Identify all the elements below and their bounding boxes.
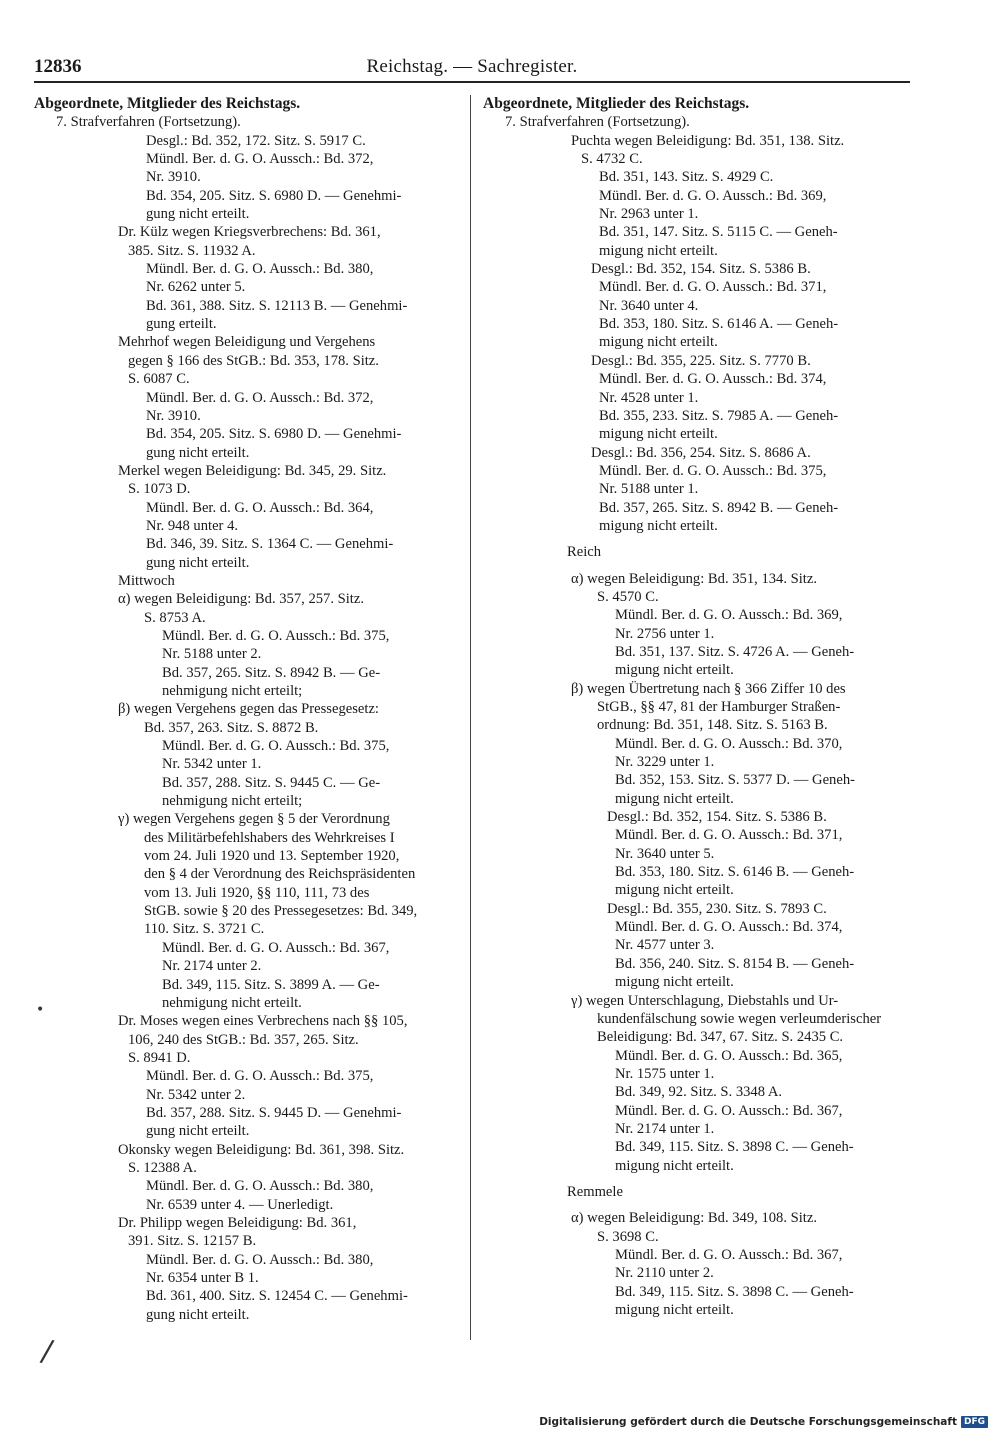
register-line: Bd. 357, 265. Sitz. S. 8942 B. — Ge- xyxy=(162,664,381,681)
register-line: migung nicht erteilt. xyxy=(615,1302,734,1318)
register-line: Bd. 357, 288. Sitz. S. 9445 C. — Ge- xyxy=(162,774,381,791)
register-line: migung nicht erteilt. xyxy=(615,1157,734,1174)
register-line: Bd. 349, 115. Sitz. S. 3898 C. — Geneh- xyxy=(615,1283,854,1300)
register-line: Mündl. Ber. d. G. O. Aussch.: Bd. 372, xyxy=(146,151,374,168)
register-line: migung nicht erteilt. xyxy=(599,334,718,351)
margin-dot: • xyxy=(36,1002,45,1018)
register-line: Nr. 948 unter 4. xyxy=(146,517,239,534)
register-line: Bd. 349, 92. Sitz. S. 3348 A. xyxy=(615,1084,783,1101)
register-line: Bd. 356, 240. Sitz. S. 8154 B. — Geneh- xyxy=(615,955,855,972)
register-line: vom 13. Juli 1920, §§ 110, 111, 73 des xyxy=(144,884,370,901)
register-line: nehmigung nicht erteilt; xyxy=(162,793,303,810)
register-line: Nr. 2174 unter 2. xyxy=(162,958,262,975)
register-line: nehmigung nicht erteilt. xyxy=(162,994,302,1011)
register-line: Nr. 2174 unter 1. xyxy=(615,1120,715,1137)
register-line: gung nicht erteilt. xyxy=(146,1306,250,1323)
register-line: Mündl. Ber. d. G. O. Aussch.: Bd. 367, xyxy=(162,939,390,956)
register-line: 110. Sitz. S. 3721 C. xyxy=(144,921,265,938)
register-line: Nr. 3640 unter 4. xyxy=(599,297,699,314)
register-line: Bd. 357, 263. Sitz. S. 8872 B. xyxy=(144,719,319,736)
register-line: Bd. 361, 400. Sitz. S. 12454 C. — Genehmi- xyxy=(146,1288,408,1305)
register-line: Desgl.: Bd. 352, 172. Sitz. S. 5917 C. xyxy=(146,132,366,149)
register-line: migung nicht erteilt. xyxy=(599,426,718,443)
register-line: γ) wegen Unterschlagung, Diebstahls und Ur- xyxy=(571,992,839,1009)
register-line: Mündl. Ber. d. G. O. Aussch.: Bd. 380, xyxy=(146,1178,374,1195)
register-line: Nr. 6354 unter B 1. xyxy=(146,1270,259,1286)
register-line: Bd. 351, 147. Sitz. S. 5115 C. — Geneh- xyxy=(599,224,838,241)
register-line: StGB., §§ 47, 81 der Hamburger Straßen- xyxy=(597,699,841,715)
register-line: Mündl. Ber. d. G. O. Aussch.: Bd. 375, xyxy=(146,1068,374,1085)
register-line: S. 6087 C. xyxy=(128,371,190,388)
register-line: α) wegen Beleidigung: Bd. 349, 108. Sitz. xyxy=(571,1210,817,1227)
register-line: Nr. 6539 unter 4. — Unerledigt. xyxy=(146,1196,334,1213)
section-heading: Abgeordnete, Mitglieder des Reichstags. xyxy=(34,95,301,112)
register-line: S. 8753 A. xyxy=(144,609,206,626)
register-line: Remmele xyxy=(567,1183,623,1200)
column-divider xyxy=(470,95,471,1340)
register-line: gung erteilt. xyxy=(146,316,217,333)
register-line: kundenfälschung sowie wegen verleumderischer xyxy=(597,1010,882,1027)
register-line: gung nicht erteilt. xyxy=(146,554,250,571)
register-line: Merkel wegen Beleidigung: Bd. 345, 29. Sitz. xyxy=(118,462,387,479)
register-line: gung nicht erteilt. xyxy=(146,206,250,223)
register-line: Mündl. Ber. d. G. O. Aussch.: Bd. 367, xyxy=(615,1102,843,1119)
register-line: gung nicht erteilt. xyxy=(146,444,250,461)
register-line: migung nicht erteilt. xyxy=(615,974,734,991)
register-line: Nr. 3910. xyxy=(146,169,201,186)
register-line: Mündl. Ber. d. G. O. Aussch.: Bd. 375, xyxy=(162,627,390,644)
register-line: Nr. 5188 unter 2. xyxy=(162,646,262,663)
register-line: Bd. 352, 153. Sitz. S. 5377 D. — Geneh- xyxy=(615,772,855,789)
register-line: gegen § 166 des StGB.: Bd. 353, 178. Sitz. xyxy=(128,352,379,369)
register-line: 106, 240 des StGB.: Bd. 357, 265. Sitz. xyxy=(128,1031,359,1048)
register-line: Dr. Philipp wegen Beleidigung: Bd. 361, xyxy=(118,1214,357,1231)
register-line: β) wegen Vergehens gegen das Pressegesetz: xyxy=(118,701,379,718)
register-line: Bd. 351, 143. Sitz. S. 4929 C. xyxy=(599,169,774,186)
register-line: Mündl. Ber. d. G. O. Aussch.: Bd. 364, xyxy=(146,499,374,516)
register-line: vom 24. Juli 1920 und 13. September 1920, xyxy=(144,848,400,865)
register-line: Bd. 361, 388. Sitz. S. 12113 B. — Genehmi- xyxy=(146,297,408,314)
register-line: Mündl. Ber. d. G. O. Aussch.: Bd. 375, xyxy=(599,462,827,479)
spacer xyxy=(483,1175,911,1183)
register-line: Nr. 3640 unter 5. xyxy=(615,845,715,862)
register-line: γ) wegen Vergehens gegen § 5 der Verordnung xyxy=(118,811,390,828)
margin-stroke: / xyxy=(38,1333,56,1370)
register-line: Desgl.: Bd. 356, 254. Sitz. S. 8686 A. xyxy=(591,444,811,461)
register-line: Mündl. Ber. d. G. O. Aussch.: Bd. 372, xyxy=(146,389,374,406)
register-line: S. 3698 C. xyxy=(597,1228,659,1245)
register-line: Bd. 349, 115. Sitz. S. 3899 A. — Ge- xyxy=(162,976,380,993)
register-line: Mündl. Ber. d. G. O. Aussch.: Bd. 365, xyxy=(615,1047,843,1064)
register-line: S. 4732 C. xyxy=(581,151,643,168)
left-column xyxy=(34,95,462,1345)
register-line: Bd. 351, 137. Sitz. S. 4726 A. — Geneh- xyxy=(615,643,855,660)
register-line: Nr. 1575 unter 1. xyxy=(615,1065,715,1082)
running-title: Reichstag. — Sachregister. xyxy=(366,56,578,77)
register-line: Desgl.: Bd. 352, 154. Sitz. S. 5386 B. xyxy=(607,809,827,826)
register-line: Bd. 357, 288. Sitz. S. 9445 D. — Genehmi- xyxy=(146,1104,402,1121)
register-line: Bd. 354, 205. Sitz. S. 6980 D. — Genehmi- xyxy=(146,426,402,443)
register-line: Mündl. Ber. d. G. O. Aussch.: Bd. 380, xyxy=(146,261,374,278)
register-line: Desgl.: Bd. 355, 230. Sitz. S. 7893 C. xyxy=(607,900,827,917)
register-line: Nr. 2110 unter 2. xyxy=(615,1265,714,1282)
register-line: Mittwoch xyxy=(118,572,175,589)
register-line: migung nicht erteilt. xyxy=(615,662,734,679)
register-line: Mündl. Ber. d. G. O. Aussch.: Bd. 374, xyxy=(599,371,827,388)
register-line: des Militärbefehlshabers des Wehrkreises I xyxy=(144,829,395,846)
register-line: Mündl. Ber. d. G. O. Aussch.: Bd. 371, xyxy=(599,279,827,296)
spacer xyxy=(483,1201,911,1209)
register-line: Nr. 3229 unter 1. xyxy=(615,754,715,771)
footer-text: Digitalisierung gefördert durch die Deutsche Forschungsgemeinschaft xyxy=(539,1416,957,1428)
register-line: Dr. Moses wegen eines Verbrechens nach §§ 105, xyxy=(118,1013,408,1030)
dfg-logo: DFG xyxy=(961,1416,988,1428)
section-heading: Abgeordnete, Mitglieder des Reichstags. xyxy=(483,95,750,112)
register-line: Nr. 5342 unter 2. xyxy=(146,1086,246,1103)
register-line: Bd. 355, 233. Sitz. S. 7985 A. — Geneh- xyxy=(599,407,839,424)
register-line: migung nicht erteilt. xyxy=(599,242,718,259)
register-line: β) wegen Übertretung nach § 366 Ziffer 10 des xyxy=(571,680,846,697)
footer xyxy=(539,1416,988,1428)
register-line: StGB. sowie § 20 des Pressegesetzes: Bd. 349, xyxy=(144,903,418,920)
register-line: Puchta wegen Beleidigung: Bd. 351, 138. Sitz. xyxy=(571,132,845,149)
register-line: migung nicht erteilt. xyxy=(615,790,734,807)
register-line: Mündl. Ber. d. G. O. Aussch.: Bd. 370, xyxy=(615,735,843,752)
register-line: α) wegen Beleidigung: Bd. 351, 134. Sitz. xyxy=(571,570,817,587)
page-number: 12836 xyxy=(34,56,82,77)
register-line: Nr. 4528 unter 1. xyxy=(599,389,699,406)
register-line: Nr. 2756 unter 1. xyxy=(615,625,715,642)
register-line: Nr. 5188 unter 1. xyxy=(599,481,699,498)
right-column xyxy=(483,95,911,1345)
register-line: Bd. 353, 180. Sitz. S. 6146 B. — Geneh- xyxy=(615,864,855,881)
register-line: Dr. Külz wegen Kriegsverbrechens: Bd. 361, xyxy=(118,224,381,241)
register-line: Bd. 353, 180. Sitz. S. 6146 A. — Geneh- xyxy=(599,316,839,333)
register-line: ordnung: Bd. 351, 148. Sitz. S. 5163 B. xyxy=(597,717,828,734)
register-line: nehmigung nicht erteilt; xyxy=(162,683,303,699)
register-line: den § 4 der Verordnung des Reichspräsidenten xyxy=(144,866,416,883)
spacer xyxy=(483,535,911,543)
register-line: Mündl. Ber. d. G. O. Aussch.: Bd. 367, xyxy=(615,1246,843,1263)
register-line: S. 4570 C. xyxy=(597,588,659,605)
register-line: Okonsky wegen Beleidigung: Bd. 361, 398. Sitz. xyxy=(118,1141,405,1158)
register-line: Nr. 2963 unter 1. xyxy=(599,206,699,223)
register-line: Mehrhof wegen Beleidigung und Vergehens xyxy=(118,334,376,351)
register-line: Mündl. Ber. d. G. O. Aussch.: Bd. 380, xyxy=(146,1251,374,1268)
register-line: Nr. 4577 unter 3. xyxy=(615,937,715,954)
register-line: S. 12388 A. xyxy=(128,1159,197,1176)
register-line: 391. Sitz. S. 12157 B. xyxy=(128,1233,257,1250)
register-line: Nr. 6262 unter 5. xyxy=(146,279,246,296)
header-rule xyxy=(34,81,910,83)
register-line: Bd. 346, 39. Sitz. S. 1364 C. — Genehmi- xyxy=(146,536,394,553)
register-line: 7. Strafverfahren (Fortsetzung). xyxy=(56,114,241,131)
register-line: migung nicht erteilt. xyxy=(599,517,718,534)
spacer xyxy=(483,562,911,570)
register-line: S. 1073 D. xyxy=(128,481,191,498)
register-line: 7. Strafverfahren (Fortsetzung). xyxy=(505,114,690,131)
register-line: Bd. 357, 265. Sitz. S. 8942 B. — Geneh- xyxy=(599,499,839,516)
register-line: Beleidigung: Bd. 347, 67. Sitz. S. 2435 C. xyxy=(597,1029,844,1046)
register-line: Mündl. Ber. d. G. O. Aussch.: Bd. 374, xyxy=(615,919,843,936)
register-line: Mündl. Ber. d. G. O. Aussch.: Bd. 369, xyxy=(615,607,843,624)
register-line: Desgl.: Bd. 352, 154. Sitz. S. 5386 B. xyxy=(591,261,811,278)
register-line: α) wegen Beleidigung: Bd. 357, 257. Sitz. xyxy=(118,591,364,608)
register-line: S. 8941 D. xyxy=(128,1049,191,1066)
register-line: Bd. 349, 115. Sitz. S. 3898 C. — Geneh- xyxy=(615,1139,854,1156)
register-line: Mündl. Ber. d. G. O. Aussch.: Bd. 375, xyxy=(162,738,390,755)
register-line: 385. Sitz. S. 11932 A. xyxy=(128,242,256,259)
register-line: migung nicht erteilt. xyxy=(615,882,734,899)
register-line: Mündl. Ber. d. G. O. Aussch.: Bd. 369, xyxy=(599,187,827,204)
register-line: Bd. 354, 205. Sitz. S. 6980 D. — Genehmi- xyxy=(146,187,402,204)
register-line: Nr. 5342 unter 1. xyxy=(162,756,262,773)
register-line: gung nicht erteilt. xyxy=(146,1123,250,1140)
register-line: Mündl. Ber. d. G. O. Aussch.: Bd. 371, xyxy=(615,827,843,844)
register-line: Reich xyxy=(567,544,602,561)
register-line: Desgl.: Bd. 355, 225. Sitz. S. 7770 B. xyxy=(591,352,811,369)
register-line: Nr. 3910. xyxy=(146,407,201,424)
page-header xyxy=(34,54,910,84)
